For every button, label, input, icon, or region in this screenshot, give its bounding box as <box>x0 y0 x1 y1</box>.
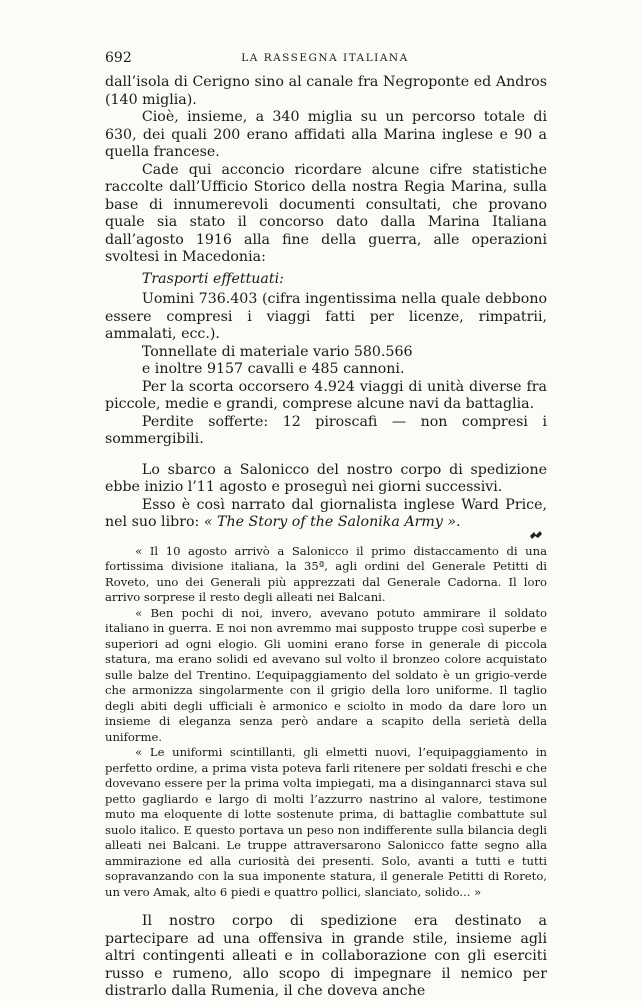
quote-paragraph: « Il 10 agosto arrivò a Salonicco il primo distaccamento di una fortissima divisione italiana, la 35ª, agli ordini del Generale Petitti di Roveto, uno dei Generali più apprezzati dal Generale Cadorna. Il loro arrivo sorprese il resto degli alleati nei Balcani. <box>105 543 547 604</box>
paragraph: e inoltre 9157 cavalli e 485 cannoni. <box>141 361 405 377</box>
paragraph: Cade qui acconcio ricordare alcune cifre statistiche raccolte dall’Ufficio Storico della nostra Regia Marina, sulla base di innumerevoli documenti consultati, che provano quale sia stato il concorso dato dalla Marina Italiana dall’agosto 1916 alla fine della guerra, alle operazioni svoltesi in Macedonia: <box>105 161 547 265</box>
section-heading: Trasporti effettuati: <box>141 270 284 287</box>
paragraph: Tonnellate di materiale vario 580.566 <box>141 343 413 360</box>
paragraph <box>105 497 547 532</box>
paragraph: Uomini 736.403 (cifra ingentissima nella quale debbono essere compresi i viaggi fatti per licenze, rimpatrii, ammalati, ecc.). <box>105 291 547 342</box>
running-title: LA RASSEGNA ITALIANA <box>241 52 409 64</box>
decoration-row <box>105 532 547 544</box>
paragraph: Perdite sofferte: 12 piroscafi — non compresi i sommergibili. <box>105 413 547 447</box>
book-title: « The Story of the Salonika Army ». <box>203 514 461 530</box>
paragraph: Lo sbarco a Salonicco del nostro corpo di spedizione ebbe inizio l’11 agosto e proseguì nei giorni successivi. <box>105 461 547 495</box>
paragraph: Per la scorta occorsero 4.924 viaggi di unità diverse fra piccole, medie e grandi, comprese alcune navi da battaglia. <box>105 378 547 412</box>
page-number: 692 <box>105 50 132 66</box>
body-text <box>105 74 547 1001</box>
page-header <box>105 50 545 70</box>
quote-paragraph: « Le uniformi scintillanti, gli elmetti nuovi, l’equipaggiamento in perfetto ordine, a prima vista poteva farli ritenere per soldati freschi e che dovevano essere per la prima volta impiegati, ma a disingannarci stava sul petto gagliardo e largo di molti l’azzurro nastrino al valore, testimone muto ma eloquente di lotte sostenute prima, di battaglie combattute sul suolo italico. E questo portava un peso non indifferente sulla bilancia degli alleati nei Balcani. Le truppe attraversarono Salonicco fatte segno alla ammirazione ed alla curiosità dei presenti. Solo, avanti a tutti e tutti sopravanzando con la sua imponente statura, il generale Petitti di Roreto, un vero Amak, alto 6 piedi e quattro pollici, slanciato, solido... » <box>105 745 547 899</box>
paragraph-text: Esso è così narrato dal giornalista inglese Ward Price, nel suo libro: <box>105 496 547 530</box>
ink-mark-icon <box>529 530 543 540</box>
paragraph: Cioè, insieme, a 340 miglia su un percorso totale di 630, dei quali 200 erano affidati alla Marina inglese e 90 a quella francese. <box>105 109 547 160</box>
quote-paragraph: « Ben pochi di noi, invero, avevano potuto ammirare il soldato italiano in guerra. E noi non avremmo mai supposto truppe così superbe e superiori ad ogni elogio. Gli uomini erano forse in generale di piccola statura, ma erano solidi ed avevano sul volto il bronzeo colore acquistato sulle balze del Trentino. L’equipaggiamento del soldato è un grigio-verde che armonizza singolarmente con il grigio della loro uniforme. Il taglio degli abiti degli ufficiali è armonico e sciolto in modo da dare loro un insieme di eleganza senza però andare a scapito della serietà della uniforme. <box>105 605 547 744</box>
paragraph: Il nostro corpo di spedizione era destinato a partecipare ad una offensiva in grande stile, insieme agli altri contingenti alleati e in collaborazione con gli eserciti russo e rumeno, allo scopo di impegnare il nemico per distrarlo dalla Rumenia, il che doveva anche <box>105 913 547 999</box>
paragraph: dall’isola di Cerigno sino al canale fra Negroponte ed Andros (140 miglia). <box>105 74 547 108</box>
